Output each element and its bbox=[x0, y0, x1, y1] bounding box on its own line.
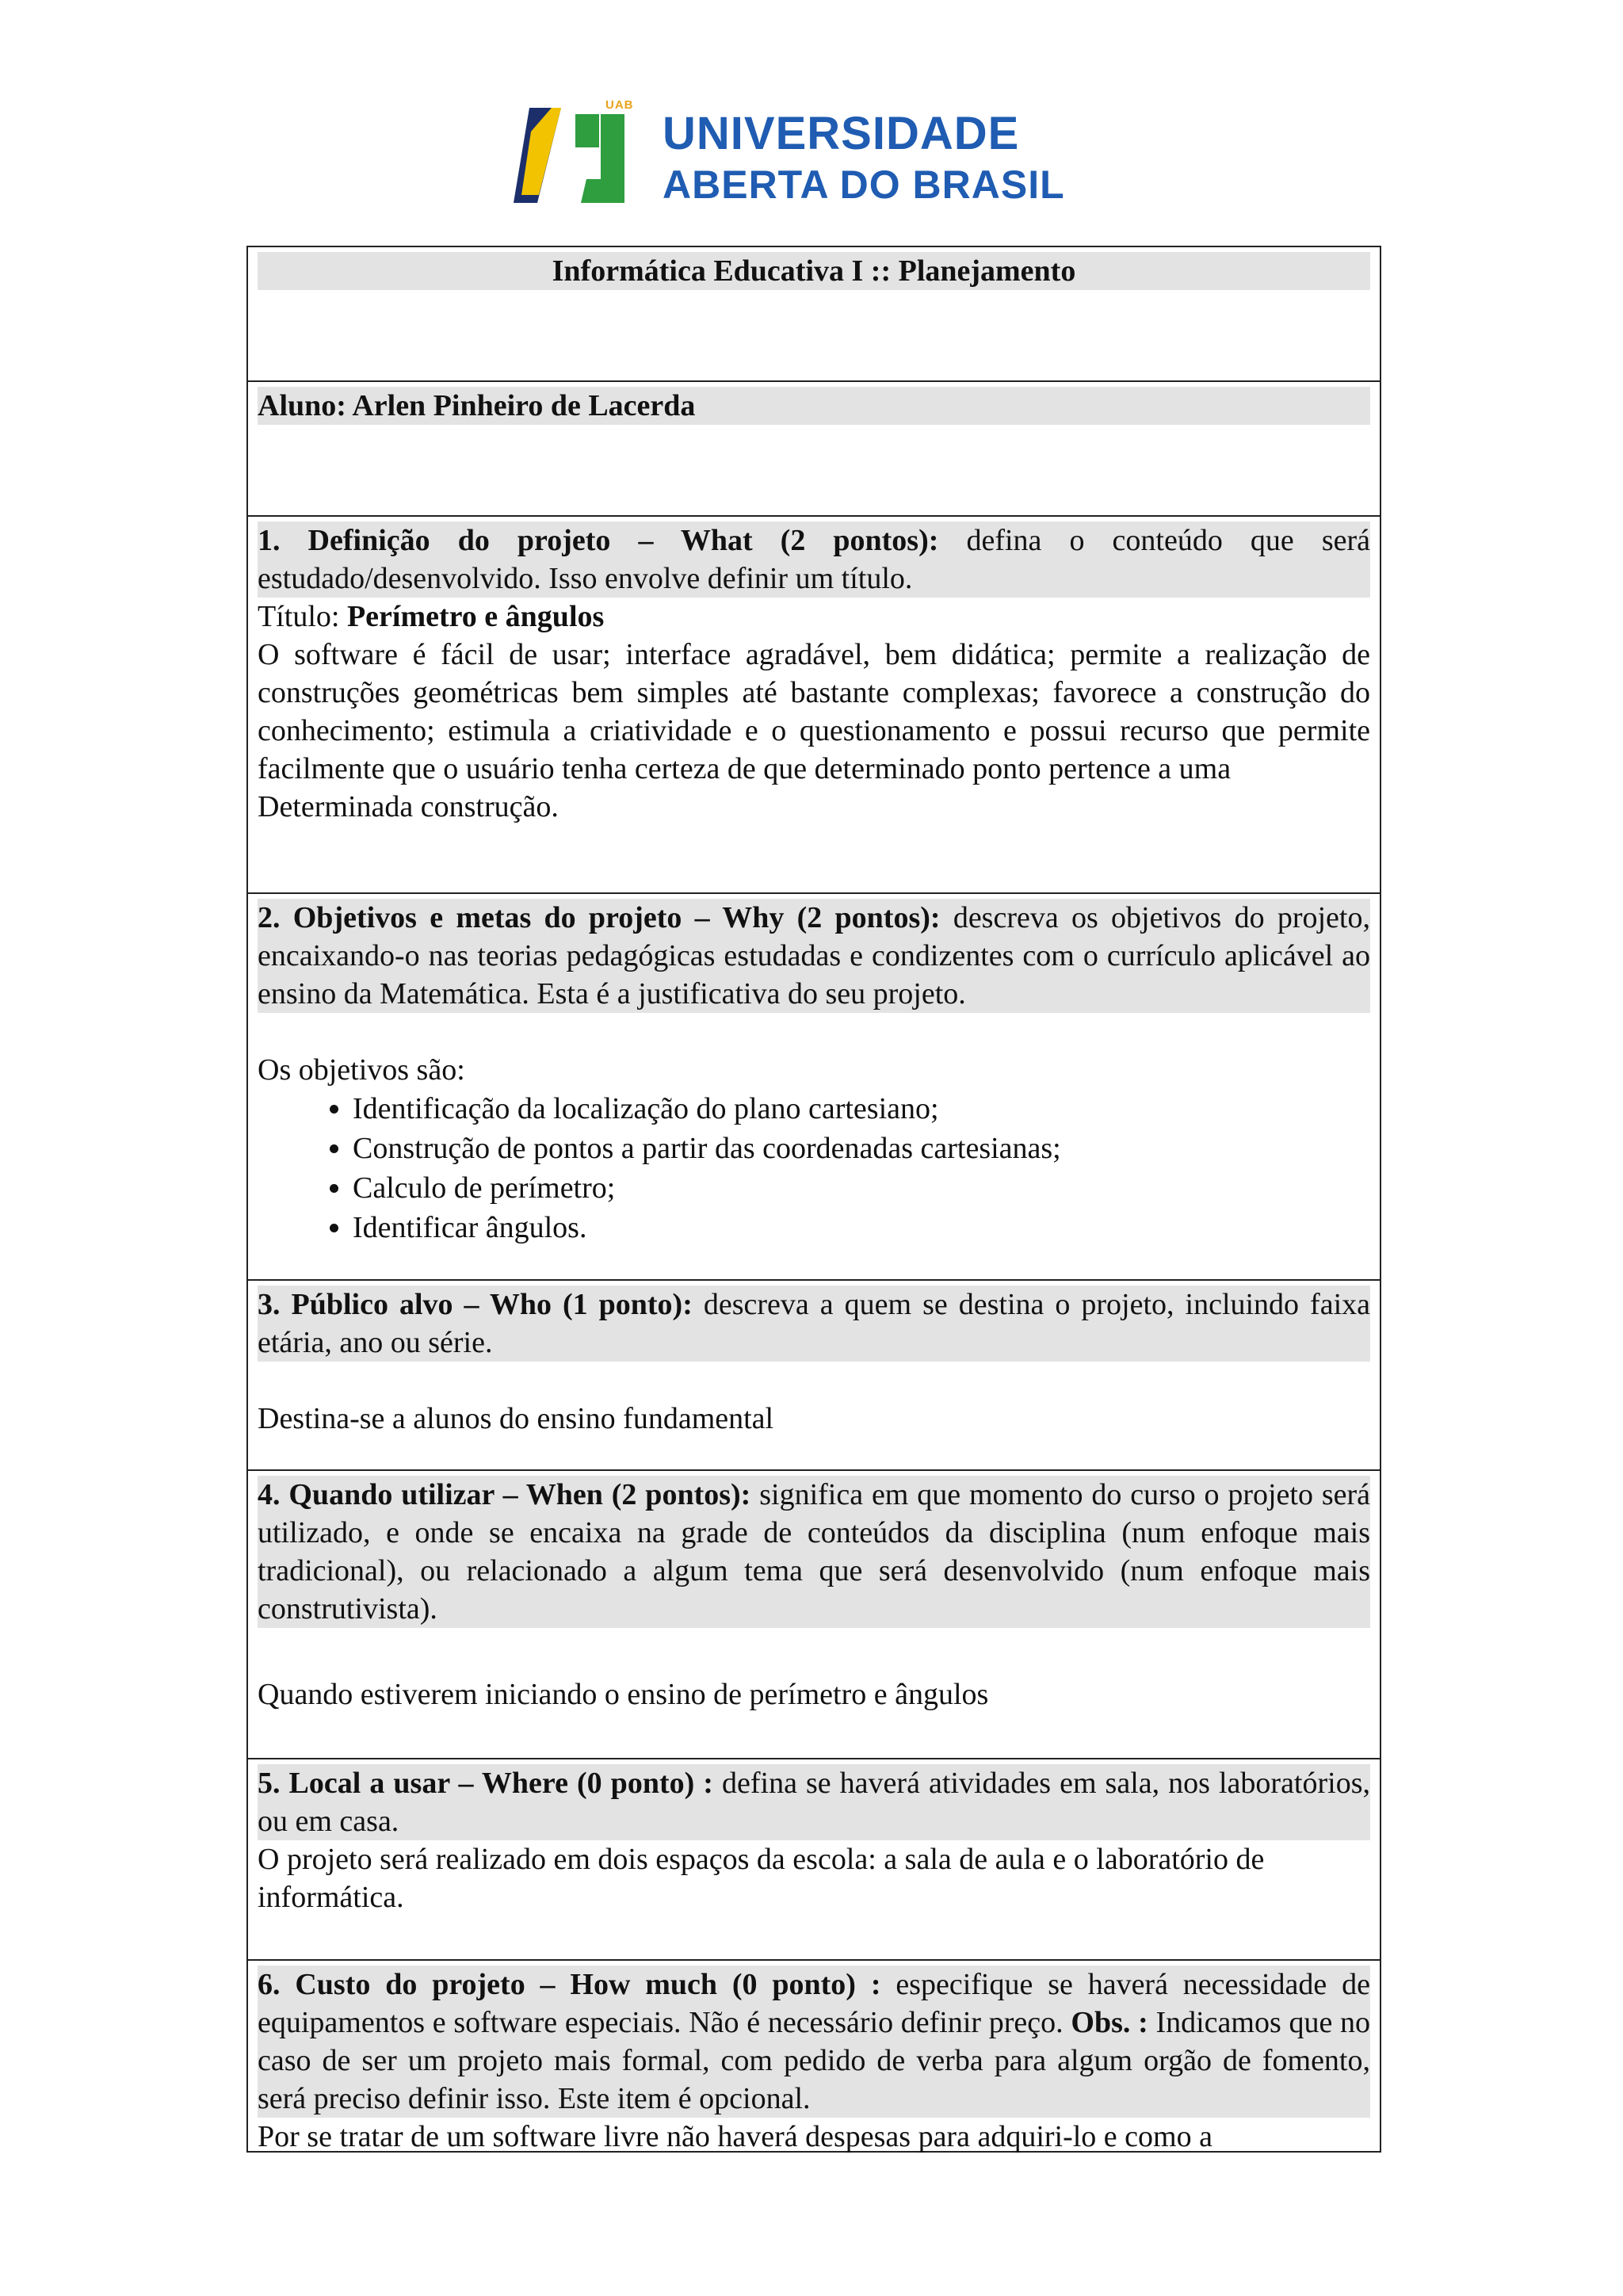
section-4-prompt: 4. Quando utilizar – When (2 pontos): significa em que momento do curso o projeto será utilizado, e onde se encaixa na grade de conteúdos da disciplina (num enfoque mais tradicional), ou relacionado a algum tema que será desenvolvido (num enfoque mais construtivista). bbox=[258, 1476, 1370, 1628]
logo-line1: UNIVERSIDADE bbox=[663, 108, 1020, 159]
uab-logo-mark-icon bbox=[514, 100, 648, 211]
list-item: • Identificar ângulos. bbox=[353, 1208, 1370, 1247]
section-6 bbox=[248, 1961, 1380, 2151]
section-5-prompt: 5. Local a usar – Where (0 ponto) : defina se haverá atividades em sala, nos laboratórios, ou em casa. bbox=[258, 1764, 1370, 1840]
list-item: • Calculo de perímetro; bbox=[353, 1168, 1370, 1208]
section-1 bbox=[248, 517, 1380, 894]
planning-table bbox=[246, 246, 1381, 2153]
section-2-intro: Os objetivos são: bbox=[258, 1053, 465, 1087]
section-2 bbox=[248, 894, 1380, 1281]
uab-logo bbox=[514, 94, 1100, 212]
section-1-title: Título: Perímetro e ângulos bbox=[258, 600, 605, 633]
section-6-answer: Por se tratar de um software livre não haverá despesas para adquiri-lo e como a bbox=[258, 2120, 1212, 2153]
section-1-body: O software é fácil de usar; interface agradável, bem didática; permite a realização de construções geométricas bem simples até bastante complexas; favorece a construção do conhecimento; estimula a criatividade e o questionamento e possui recurso que permite facilmente que o usuário tenha certeza de que determinado ponto pertence a uma bbox=[258, 638, 1370, 785]
page-title: Informática Educativa I :: Planejamento bbox=[258, 252, 1370, 290]
header-row bbox=[248, 247, 1380, 382]
section-5 bbox=[248, 1759, 1380, 1961]
student-name: Aluno: Arlen Pinheiro de Lacerda bbox=[258, 387, 1370, 425]
section-2-prompt: 2. Objetivos e metas do projeto – Why (2 pontos): descreva os objetivos do projeto, encaixando-o nas teorias pedagógicas estudadas e condizentes com o currículo aplicável ao ensino da Matemática. Esta é a justificativa do seu projeto. bbox=[258, 899, 1370, 1013]
section-4-answer: Quando estiverem iniciando o ensino de perímetro e ângulos bbox=[258, 1678, 989, 1711]
logo-line2: ABERTA DO BRASIL bbox=[663, 162, 1065, 207]
section-1-prompt: 1. Definição do projeto – What (2 pontos): defina o conteúdo que será estudado/desenvolvido. Isso envolve definir um título. bbox=[258, 521, 1370, 598]
objectives-list bbox=[258, 1089, 1370, 1247]
list-item: • Construção de pontos a partir das coordenadas cartesianas; bbox=[353, 1129, 1370, 1168]
section-4 bbox=[248, 1471, 1380, 1759]
list-item: • Identificação da localização do plano cartesiano; bbox=[353, 1089, 1370, 1129]
section-3-prompt: 3. Público alvo – Who (1 ponto): descreva a quem se destina o projeto, incluindo faixa etária, ano ou série. bbox=[258, 1286, 1370, 1362]
section-5-answer: O projeto será realizado em dois espaços da escola: a sala de aula e o laboratório de informática. bbox=[258, 1843, 1265, 1914]
section-3-answer: Destina-se a alunos do ensino fundamental bbox=[258, 1402, 774, 1435]
section-3 bbox=[248, 1281, 1380, 1471]
logo-uab-small: UAB bbox=[605, 98, 634, 112]
section-6-prompt: 6. Custo do projeto – How much (0 ponto) : especifique se haverá necessidade de equipamentos e software especiais. Não é necessário definir preço. Obs. : Indicamos que no caso de ser um projeto mais formal, com pedido de verba para algum orgão de fomento, será preciso definir isso. Este item é opcional. bbox=[258, 1966, 1370, 2118]
section-1-body-end: Determinada construção. bbox=[258, 790, 559, 823]
student-row bbox=[248, 382, 1380, 517]
